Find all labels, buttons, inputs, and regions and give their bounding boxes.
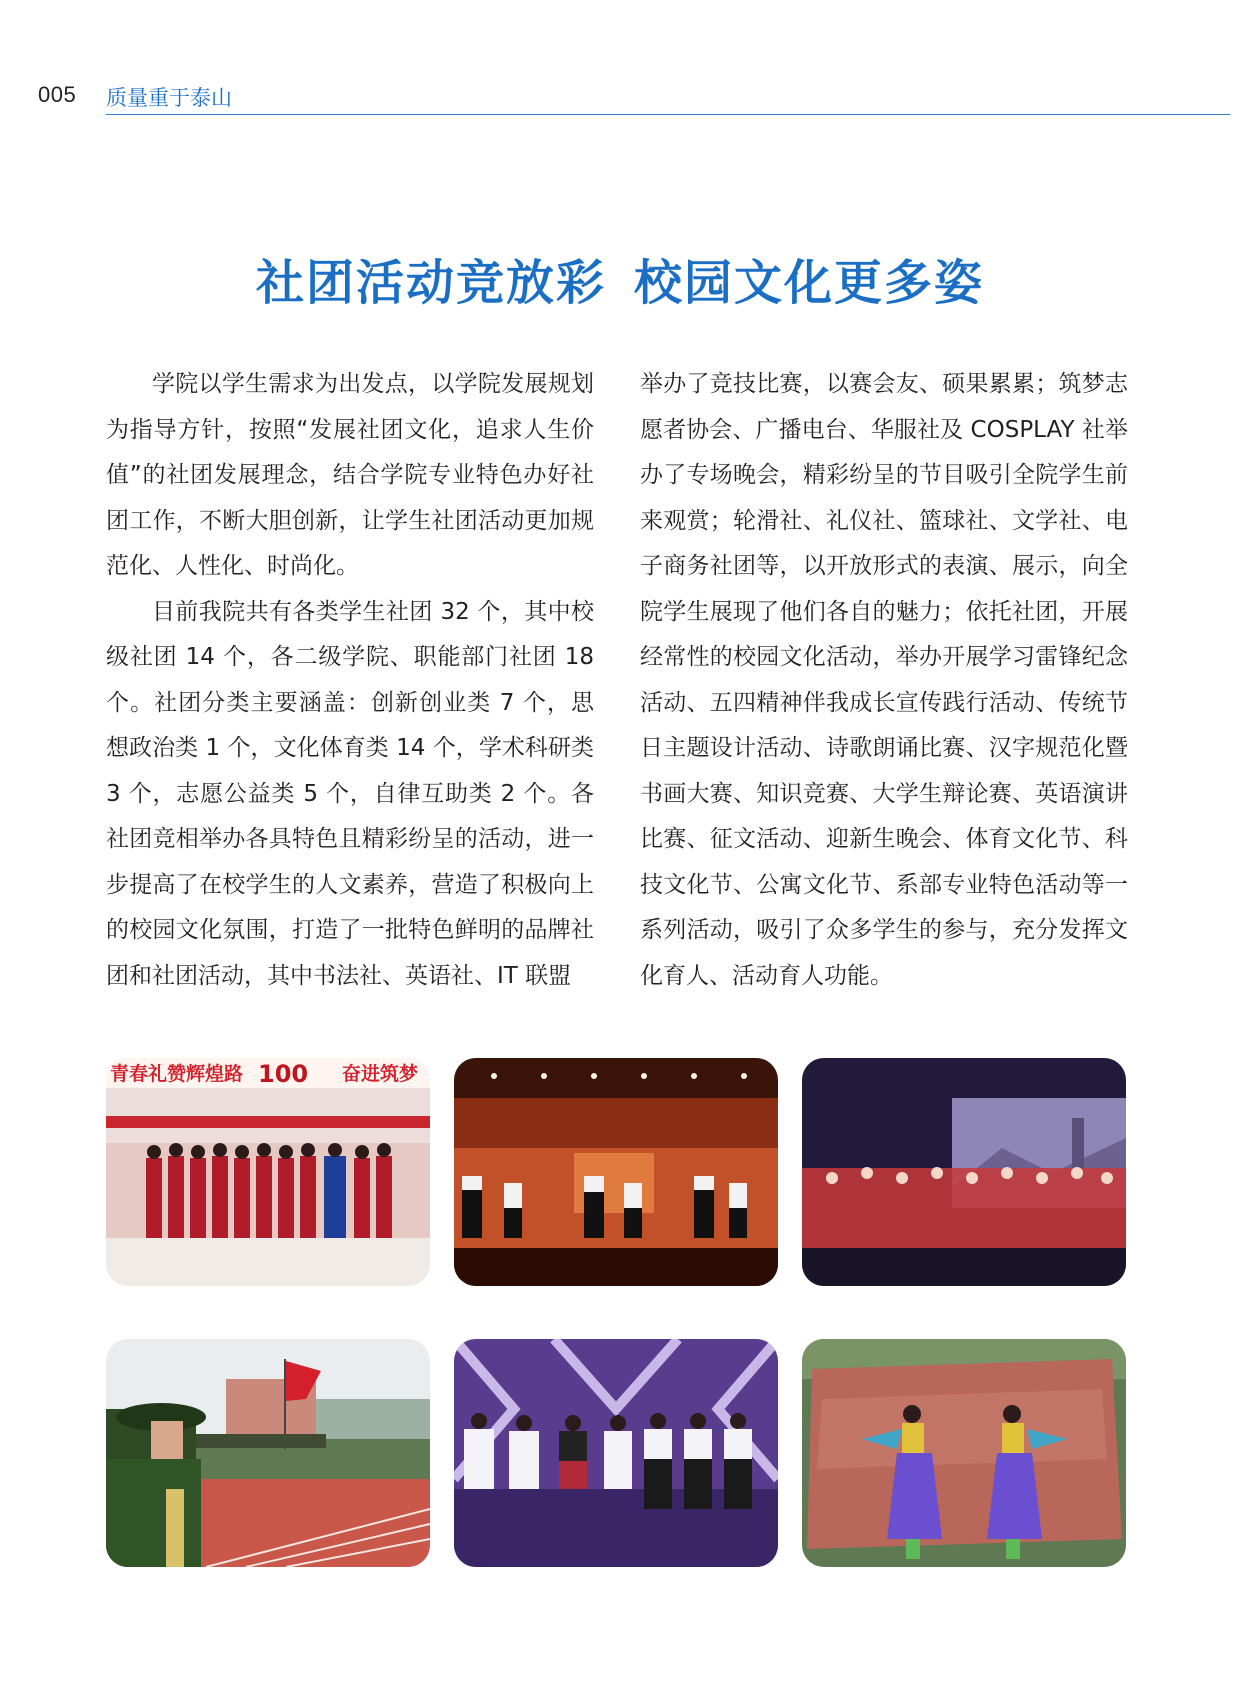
choir-banner-center-text: 100 bbox=[258, 1060, 309, 1088]
page-number: 005 bbox=[38, 82, 77, 107]
left-column bbox=[106, 362, 594, 999]
choir-banner-right-text: 奋进筑梦 bbox=[342, 1063, 419, 1085]
header-rule bbox=[106, 114, 1230, 115]
choir-banner-left-text: 青春礼赞辉煌路 bbox=[110, 1063, 244, 1085]
page-header bbox=[38, 80, 1230, 120]
paragraph-3: 举办了竞技比赛，以赛会友、硕果累累；筑梦志愿者协会、广播电台、华服社及 COSPLAY 社举办了专场晚会，精彩纷呈的节目吸引全院学生前来观赏；轮滑社、礼仪社、篮球社、文学社、电子商务社团等，以开放形式的表演、展示，向全院学生展现了他们各自的魅力；依托社团，开展经常性的校园文化活动，举办开展学习雷锋纪念活动、五四精神伴我成长宣传践行活动、传统节日主题设计活动、诗歌朗诵比赛、汉字规范化暨书画大赛、知识竞赛、大学生辩论赛、英语演讲比赛、征文活动、迎新生晚会、体育文化节、科技文化节、公寓文化节、系部专业特色活动等一系列活动，吸引了众多学生的参与，充分发挥文化育人、活动育人功能。 bbox=[640, 371, 1128, 989]
article-title bbox=[0, 244, 1240, 313]
photo-traditional-dancers bbox=[802, 1339, 1126, 1567]
photo-flag-parade bbox=[106, 1339, 430, 1567]
paragraph-2: 目前我院共有各类学生社团 32 个，其中校级社团 14 个，各二级学院、职能部门社团 18 个。社团分类主要涵盖：创新创业类 7 个，思想政治类 1 个，文化体育类 14 个，学术科研类 3 个，志愿公益类 5 个，自律互助类 2 个。各社团竞相举办各具特色且精彩纷呈的活动，进一步提高了在校学生的人文素养，营造了积极向上的校园文化氛围，打造了一批特色鲜明的品牌社团和社团活动，其中书法社、英语社、IT 联盟 bbox=[106, 598, 594, 989]
right-column bbox=[640, 362, 1128, 999]
section-title: 质量重于泰山 bbox=[106, 86, 232, 110]
photo-hosts-performance bbox=[454, 1339, 778, 1567]
photo-choir-performance bbox=[106, 1058, 430, 1286]
photo-group-dance bbox=[802, 1058, 1126, 1286]
photo-stage-recitation bbox=[454, 1058, 778, 1286]
article-title-part2: 校园文化更多姿 bbox=[634, 255, 985, 311]
paragraph-1: 学院以学生需求为出发点，以学院发展规划为指导方针，按照“发展社团文化，追求人生价值”的社团发展理念，结合学院专业特色办好社团工作，不断大胆创新，让学生社团活动更加规范化、人性化、时尚化。 bbox=[106, 371, 594, 579]
article-title-part1: 社团活动竞放彩 bbox=[255, 255, 606, 311]
